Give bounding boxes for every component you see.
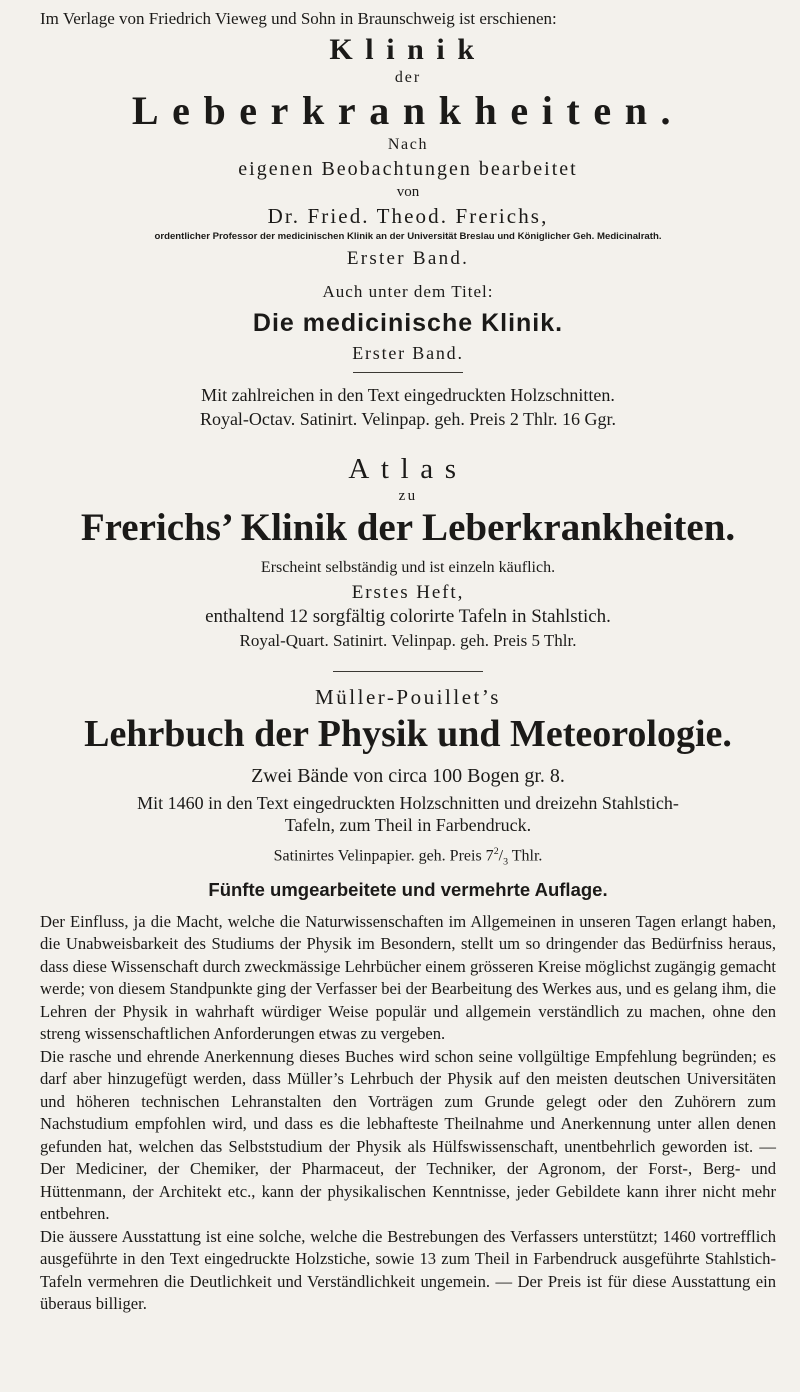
book3-author: Müller-Pouillet’s <box>315 685 501 709</box>
book3-illustrations <box>40 792 776 836</box>
book1-nach: Nach <box>387 136 429 153</box>
book3-price: Satinirtes Velinpapier. geh. Preis $7^2/_3$ Thlr. <box>273 846 543 868</box>
book1-subtitle: eigenen Beobachtungen bearbeitet <box>238 158 578 180</box>
book1-alt-volume: Erster Band. <box>352 343 464 363</box>
book3-edition: Fünfte umgearbeitete und vermehrte Auflage. <box>208 878 608 900</box>
book3-price-prefix: Satinirtes Velinpapier. geh. Preis 7 <box>273 847 494 865</box>
book2-atlas: Atlas <box>348 453 468 485</box>
book1-also-title: Auch unter dem Titel: <box>322 282 494 301</box>
book2-zu: zu <box>398 488 418 504</box>
description-paragraph-1: Der Einfluss, ja die Macht, welche die Naturwissenschaften im Allgemeinen in unseren Tagen erlangt haben, die Unabweisbarkeit des Studiums der Physik im Besondern, stellt um so dringender das Bedürfniss heraus, dass diese Wissenschaft durch zweckmässige Lehrbücher einem grösseren Kreise möglichst zugängig gemacht werde; von diesem Standpunkte ging der Verfasser bei der Bearbeitung des Werkes aus, und es gelang ihm, die Lehren der Physik in wahrhaft würdiger Weise populär und allgemein verständlich zu machen, ohne den streng wissenschaftlichen Anforderungen etwas zu vergeben. <box>40 911 776 1044</box>
description-paragraph-2: Die rasche und ehrende Anerkennung dieses Buches wird schon seine vollgültige Empfehlung begründen; es darf aber hinzugefügt werden, dass Müller’s Lehrbuch der Physik auf den meisten deutschen Universitäten und höheren technischen Lehranstalten den Vorträgen zum Grunde gelegt oder den Zuhörern zum Nachstudium empfohlen wird, und dass es die lebhafteste Theilnahme und Anerkennung unter allen denen gefunden hat, welchen das Selbststudium der Physik als Hülfswissenschaft, unentbehrlich geworden ist. — Der Mediciner, der Chemiker, der Pharmaceut, der Techniker, der Agronom, der Forst-, Berg- und Hüttenmann, der Architekt etc., kann der physikalischen Kenntnisse, jeder Gebildete kann ihrer nicht mehr entbehren. <box>40 1046 776 1224</box>
book1-von: von <box>396 184 420 200</box>
description-paragraph-3: Die äussere Ausstattung ist eine solche, welche die Bestrebungen des Verfassers unterstützt; 1460 vortrefflich ausgeführte in den Text eingedruckte Holzstiche, sowie 13 zum Theil in Farbendruck ausgeführte Stahlstich-Tafeln vermehren die Deutlichkeit und Verständlichkeit ungemein. — Der Preis ist für diese Ausstattung ein überaus billiger. <box>40 1226 776 1314</box>
book2-contents: enthaltend 12 sorgfältig colorirte Tafeln in Stahlstich. <box>205 606 611 627</box>
book2-note: Erscheint selbständig und ist einzeln käuflich. <box>260 559 556 576</box>
book1-features: Mit zahlreichen in den Text eingedruckten Holzschnitten. <box>201 385 615 405</box>
book3-price-suffix: Thlr. <box>508 847 543 865</box>
book1-author: Dr. Fried. Theod. Frerichs, <box>267 204 549 228</box>
book2-title: Frerichs’ Klinik der Leberkrankheiten. <box>80 506 736 549</box>
book3-price-frac-num: 2 <box>493 846 499 857</box>
book1-price: Royal-Octav. Satinirt. Velinpap. geh. Preis 2 Thlr. 16 Ggr. <box>199 409 617 429</box>
divider <box>333 671 483 672</box>
book3-price-frac-den: 3 <box>503 856 509 868</box>
book1-title-top: Klinik <box>329 33 487 66</box>
book1-author-position: ordentlicher Professor der medicinischen Klinik an der Universität Breslau und Königlicher Geh. Medicinalrath. <box>154 231 662 242</box>
publisher-header: Im Verlage von Friedrich Vieweg und Sohn in Braunschweig ist erschienen: <box>40 9 557 28</box>
book3-illustrations-line1: Mit 1460 in den Text eingedruckten Holzschnitten und dreizehn Stahlstich- <box>137 793 679 813</box>
book1-title-main: Leberkrankheiten. <box>131 88 685 133</box>
book1-alt-title: Die medicinische Klinik. <box>252 309 564 337</box>
book1-volume: Erster Band. <box>346 248 470 269</box>
book3-title: Lehrbuch der Physik und Meteorologie. <box>84 713 732 755</box>
divider <box>353 372 463 373</box>
book3-illustrations-line2: Tafeln, zum Theil in Farbendruck. <box>284 815 532 835</box>
book2-heft: Erstes Heft, <box>351 582 465 603</box>
book2-price: Royal-Quart. Satinirt. Velinpap. geh. Preis 5 Thlr. <box>239 631 577 650</box>
book3-volumes: Zwei Bände von circa 100 Bogen gr. 8. <box>251 765 565 787</box>
book3-description <box>40 911 776 1316</box>
book1-der: der <box>394 69 422 86</box>
